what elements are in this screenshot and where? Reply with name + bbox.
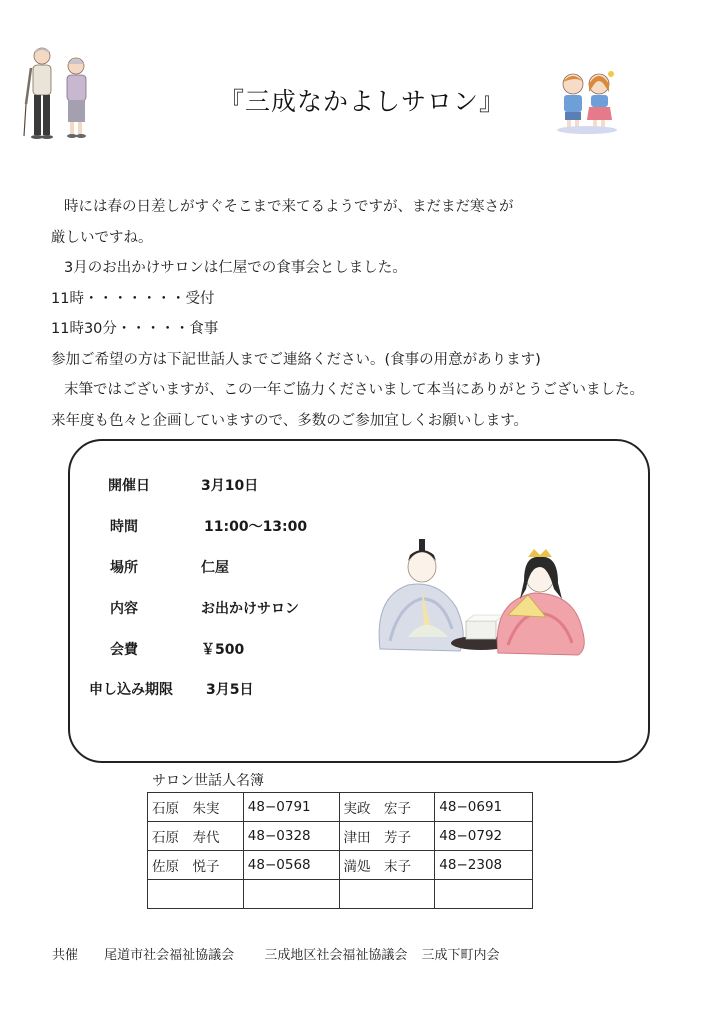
body-line: 3月のお出かけサロンは仁屋での食事会としました。 [64,260,407,276]
roster-phone: 48−0792 [435,822,533,851]
table-row [148,880,533,909]
info-value: 仁屋 [201,560,229,576]
info-label: 開催日 [108,478,150,494]
roster-title: サロン世話人名簿 [152,773,264,789]
roster-name: 満処 末子 [339,851,435,880]
info-value: 3月10日 [201,478,259,494]
info-label: 内容 [110,601,138,617]
roster-phone [435,880,533,909]
body-line: 来年度も色々と企画していますので、多数のご参加宜しくお願いします。 [51,412,529,429]
roster-phone: 48−2308 [435,851,533,880]
roster-phone: 48−0791 [243,793,339,822]
info-label: 時間 [110,519,138,535]
page-title: 『三成なかよしサロン』 [218,87,505,116]
body-text [51,192,644,436]
info-value: 3月5日 [206,682,254,698]
roster-name: 石原 寿代 [148,822,244,851]
info-value: ￥500 [201,642,245,658]
roster-phone: 48−0328 [243,822,339,851]
info-value: お出かけサロン [201,601,299,617]
roster-name: 津田 芳子 [339,822,435,851]
roster-phone [243,880,339,909]
roster-phone: 48−0568 [243,851,339,880]
footer-org: 三成下町内会 [421,948,500,963]
roster-name [339,880,435,909]
body-line: 11時・・・・・・・受付 [51,290,215,307]
footer-org: 三成地区社会福祉協議会 [264,948,408,963]
footer-label: 共催 [52,948,79,963]
children-illustration [555,68,621,136]
body-line: 参加ご希望の方は下記世話人までご連絡ください。(食事の用意があります) [51,351,541,368]
roster-table [147,792,533,909]
roster-name [148,880,244,909]
event-info-box [68,439,650,763]
body-line: 時には春の日差しがすぐそこまで来てるようですが、まだまだ寒さが [64,199,514,215]
roster-name: 佐原 悦子 [148,851,244,880]
info-label: 申し込み期限 [89,682,173,698]
footer-sponsors [52,944,513,963]
roster-phone: 48−0691 [435,793,533,822]
table-row [148,793,533,822]
body-line: 厳しいですね。 [51,229,153,246]
roster-name: 実政 宏子 [339,793,435,822]
info-value: 11:00～13:00 [204,519,308,535]
info-label: 会費 [110,642,138,658]
info-label: 場所 [110,560,138,576]
footer-org: 尾道市社会福祉協議会 [104,948,235,963]
body-line: 11時30分・・・・・食事 [51,321,219,337]
hina-dolls-illustration [368,537,600,667]
table-row [148,822,533,851]
table-row [148,851,533,880]
body-line: 末筆ではございますが、この一年ご協力くださいまして本当にありがとうございました。 [64,382,644,398]
roster-name: 石原 朱実 [148,793,244,822]
